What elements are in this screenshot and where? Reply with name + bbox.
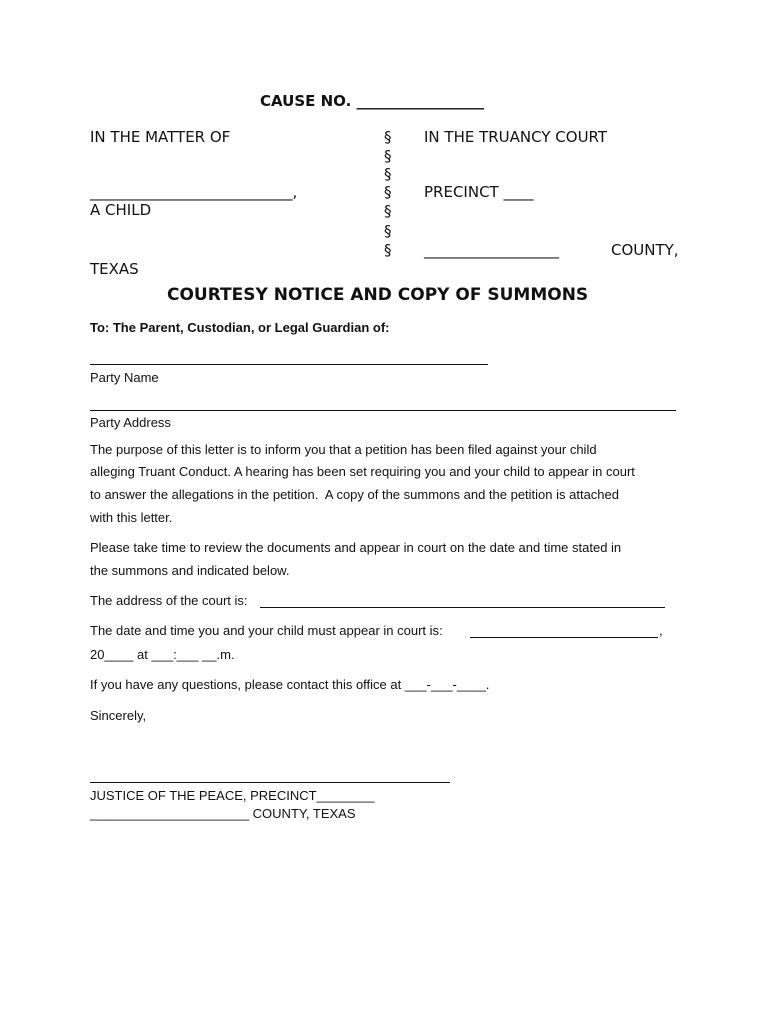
county-label: COUNTY, [611,241,679,259]
section-mark: § [384,202,392,220]
closing: Sincerely, [90,708,147,723]
signature-title: JUSTICE OF THE PEACE, PRECINCT________ [90,788,375,803]
paragraph-2-line: the summons and indicated below. [90,563,290,578]
in-the-matter-of: IN THE MATTER OF [90,128,231,146]
court-address-line [260,607,665,608]
document-title: COURTESY NOTICE AND COPY OF SUMMONS [167,285,589,305]
appear-time: 20____ at ___:___ __.m. [90,647,235,662]
party-address-label: Party Address [90,415,171,430]
signature-county: ______________________ COUNTY, TEXAS [90,806,356,821]
paragraph-1-line: alleging Truant Conduct. A hearing has been set requiring you and your child to appear in court [90,464,635,479]
court-address-label: The address of the court is: [90,593,248,608]
section-mark: § [384,183,392,201]
section-mark: § [384,147,392,165]
paragraph-2-line: Please take time to review the documents and appear in court on the date and time stated in [90,540,622,555]
questions-line: If you have any questions, please contact this office at ___-___-____. [90,677,490,692]
paragraph-1-line: to answer the allegations in the petition. A copy of the summons and the petition is attached [90,487,620,502]
court-name: IN THE TRUANCY COURT [424,128,608,146]
texas-label: TEXAS [90,260,139,278]
section-mark: § [384,128,392,146]
section-mark: § [384,241,392,259]
child-name-blank: ___________________________, [90,183,298,201]
appear-date-label: The date and time you and your child must appear in court is: [90,623,443,638]
party-address-line [90,410,676,411]
section-mark: § [384,165,392,183]
section-mark: § [384,222,392,240]
paragraph-1-line: with this letter. [90,510,173,525]
appear-date-comma: , [659,623,663,638]
salutation: To: The Parent, Custodian, or Legal Guardian of: [90,320,390,335]
signature-line [90,782,450,783]
a-child-label: A CHILD [90,201,152,219]
county-blank: __________________ [424,241,559,259]
party-name-label: Party Name [90,370,159,385]
appear-date-line [470,637,658,638]
party-name-line [90,364,488,365]
cause-number: CAUSE NO. _________________ [260,92,485,110]
precinct: PRECINCT ____ [424,183,534,201]
paragraph-1-line: The purpose of this letter is to inform you that a petition has been filed against your child [90,442,597,457]
